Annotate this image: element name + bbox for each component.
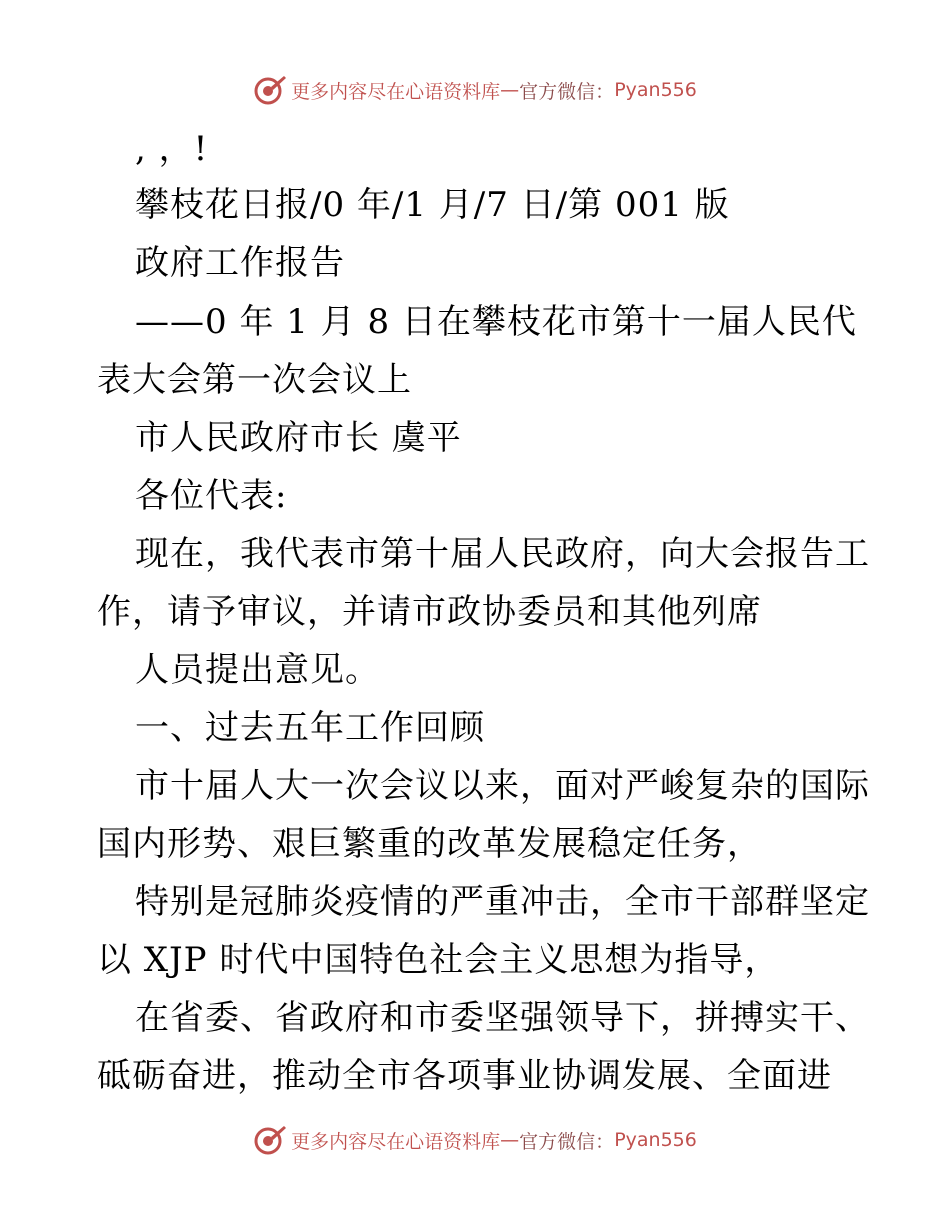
pen-seal-icon	[253, 1123, 287, 1157]
pen-seal-icon	[253, 73, 287, 107]
subtitle-line-1: ——0 年 1 月 8 日在攀枝花市第十一届人民代	[135, 302, 857, 342]
newspaper-source-line: 攀枝花日报/0 年/1 月/7 日/第 001 版	[135, 185, 730, 225]
watermark-wechat-id: Pyan556	[614, 1129, 697, 1151]
author-line: 市人民政府市长 虞平	[135, 418, 462, 458]
watermark-official-label: 官方微信：	[519, 1130, 615, 1153]
document-title: 政府工作报告	[135, 243, 345, 283]
paragraph-line: 国内形势、艰巨繁重的改革发展稳定任务，	[97, 824, 762, 864]
watermark-separator: —	[500, 1129, 520, 1151]
punctuation-line: , ，!	[135, 129, 209, 169]
section-heading: 一、过去五年工作回顾	[135, 708, 485, 748]
watermark-text: 更多内容尽在心语资料库	[291, 80, 501, 103]
subtitle-line-2: 表大会第一次会议上	[97, 360, 412, 400]
paragraph-line: 作，请予审议，并请市政协委员和其他列席	[97, 592, 762, 632]
paragraph-line: 在省委、省政府和市委坚强领导下，拼搏实干、	[135, 998, 870, 1038]
paragraph-line: 人员提出意见。	[135, 650, 380, 690]
salutation: 各位代表:	[135, 476, 288, 516]
paragraph-line: 市十届人大一次会议以来，面对严峻复杂的国际	[135, 766, 870, 806]
watermark-banner-top	[0, 70, 950, 110]
paragraph-line: 砥砺奋进，推动全市各项事业协调发展、全面进	[97, 1056, 832, 1096]
watermark-official-label: 官方微信：	[519, 80, 615, 103]
paragraph-line: 特别是冠肺炎疫情的严重冲击，全市干部群坚定	[135, 882, 870, 922]
paragraph-line: 以 XJP 时代中国特色社会主义思想为指导，	[97, 940, 780, 980]
watermark-separator: —	[500, 79, 520, 101]
watermark-banner-bottom	[0, 1120, 950, 1160]
watermark-text: 更多内容尽在心语资料库	[291, 1130, 501, 1153]
paragraph-line: 现在，我代表市第十届人民政府，向大会报告工	[135, 534, 870, 574]
watermark-wechat-id: Pyan556	[614, 79, 697, 101]
